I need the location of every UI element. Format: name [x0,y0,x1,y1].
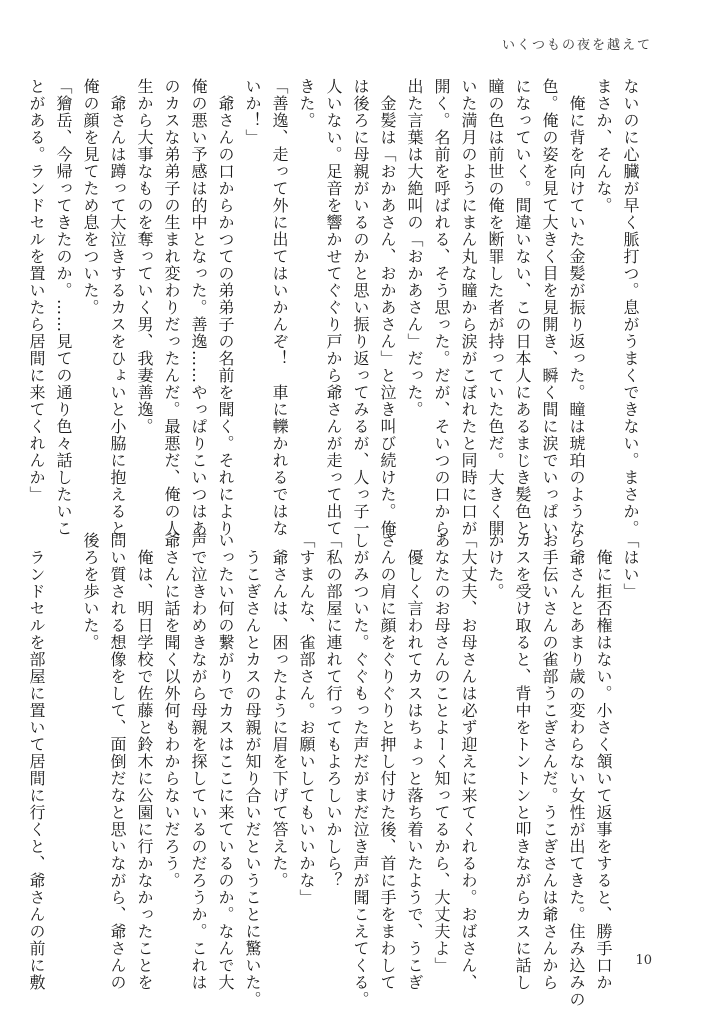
upper-text-block [23,78,644,537]
text-column: まさか、そんな。 [594,78,613,214]
text-column: 問い質される想像をして、面倒だなと思いながら、爺さんの [108,532,127,991]
text-column: いた満月のようにまん丸な瞳から涙がこぼれたと同時に口が [459,78,478,537]
text-column: 生から大事なものを奪っていく男、我妻善逸。 [135,78,154,435]
text-column: 俺に背を向けていた金髪が振り返った。瞳は琥珀のような [567,78,586,537]
running-head: いくつもの夜を越えて [501,38,652,53]
text-column: 後ろを歩いた。 [81,532,100,651]
text-column: 俺の悪い予感は的中となった。善逸……やっぱりこいつはあ [189,78,208,537]
text-column: 爺さんの口からかつての弟弟子の名前を聞く。それにより [216,78,235,537]
text-column: 「善逸、走って外に出てはいかんぞ！ 車に轢かれるではな [270,78,289,537]
text-column: 声で泣きわめきながら母親を探しているのだろうか。これは [189,532,208,991]
text-column: 金髪は「おかあさん、おかあさん」と泣き叫び続けた。俺 [378,78,397,537]
text-column: 「すまんな、雀部さん。お願いしてもいいかな」 [297,532,316,906]
text-column: 「獪岳、今帰ってきたのか。……見ての通り色々話したいこ [54,78,73,537]
text-column: 開く。名前を呼ばれる、そう思った。だが、そいつの口から [432,78,451,537]
text-column [50,532,77,942]
text-column: カスを受け取ると、背中をトントンと叩きながらカスに話し [513,532,532,991]
text-column: ないのに心臓が早く脈打つ。息がうまくできない。まさか。 [621,78,640,537]
text-column: 色。俺の姿を見て大きく目を見開き、瞬く間に涙でいっぱい [540,78,559,537]
text-column: いったい何の繋がりでカスはここに来ているのか。なんで大 [216,532,235,991]
text-column: になっていく。間違いない、この日本人にあるまじき髪色と [513,78,532,537]
text-column: のカスな弟弟子の生まれ変わりだったんだ。最悪だ、俺の人 [162,78,181,537]
text-column: ランドセルを部屋に置いて居間に行くと、爺さんの前に敷 [27,532,46,991]
text-column: いか！」 [243,78,262,146]
text-column: 「大丈夫、お母さんは必ず迎えに来てくれるわ。おばさん、 [459,532,478,991]
text-column: うこぎさんとカスの母親が知り合いだということに驚いた。 [243,532,262,1008]
page-number: 10 [635,953,652,968]
text-column: 爺さんは蹲って大泣きするカスをひょいと小脇に抱えると [108,78,127,537]
text-column: あなたのお母さんのことよーく知ってるから、大丈夫よ」 [432,532,451,974]
text-column: 爺さんに話を聞く以外何もわからないだろう。 [162,532,181,889]
text-column: は後ろに母親がいるのかと思い振り返ってみるが、人っ子一 [351,78,370,537]
text-column: お手伝いさんの雀部うこぎさんだ。うこぎさんは爺さんから [540,532,559,991]
text-column: しがみついた。ぐぐもった声だがまだ泣き声が聞こえてくる。 [351,532,370,1008]
text-column: ら爺さんとあまり歳の変わらない女性が出てきた。住み込みの [567,532,586,1008]
text-column: 出た言葉は大絶叫の「おかあさん」だった。 [405,78,424,418]
text-column: 瞳の色は前世の俺を断罪した者が持っていた色だ。大きく開 [486,78,505,537]
text-column: 人いない。足音を響かせてぐぐり戸から爺さんが走って出て [324,78,343,537]
text-column: 俺に拒否権はない。小さく頷いて返事をすると、勝手口か [594,532,613,991]
text-column: 優しく言われてカスはちょっと落ち着いたようで、うこぎ [405,532,424,991]
text-column: とがある。ランドセルを置いたら居間に来てくれんか」 [27,78,46,503]
text-column: 「はい」 [621,532,640,600]
text-column: 「私の部屋に連れて行ってもよろしいかしら？ [324,532,343,889]
text-column: 爺さんは、困ったように眉を下げて答えた。 [270,532,289,889]
text-column: きた。 [297,78,316,129]
text-column: 俺は、明日学校で佐藤と鈴木に公園に行かなかったことを [135,532,154,991]
text-column: かけた。 [486,532,505,600]
text-column: さんの肩に顔をぐりぐりと押し付けた後、首に手をまわして [378,532,397,991]
text-column: 俺の顔を見てため息をついた。 [81,78,100,316]
